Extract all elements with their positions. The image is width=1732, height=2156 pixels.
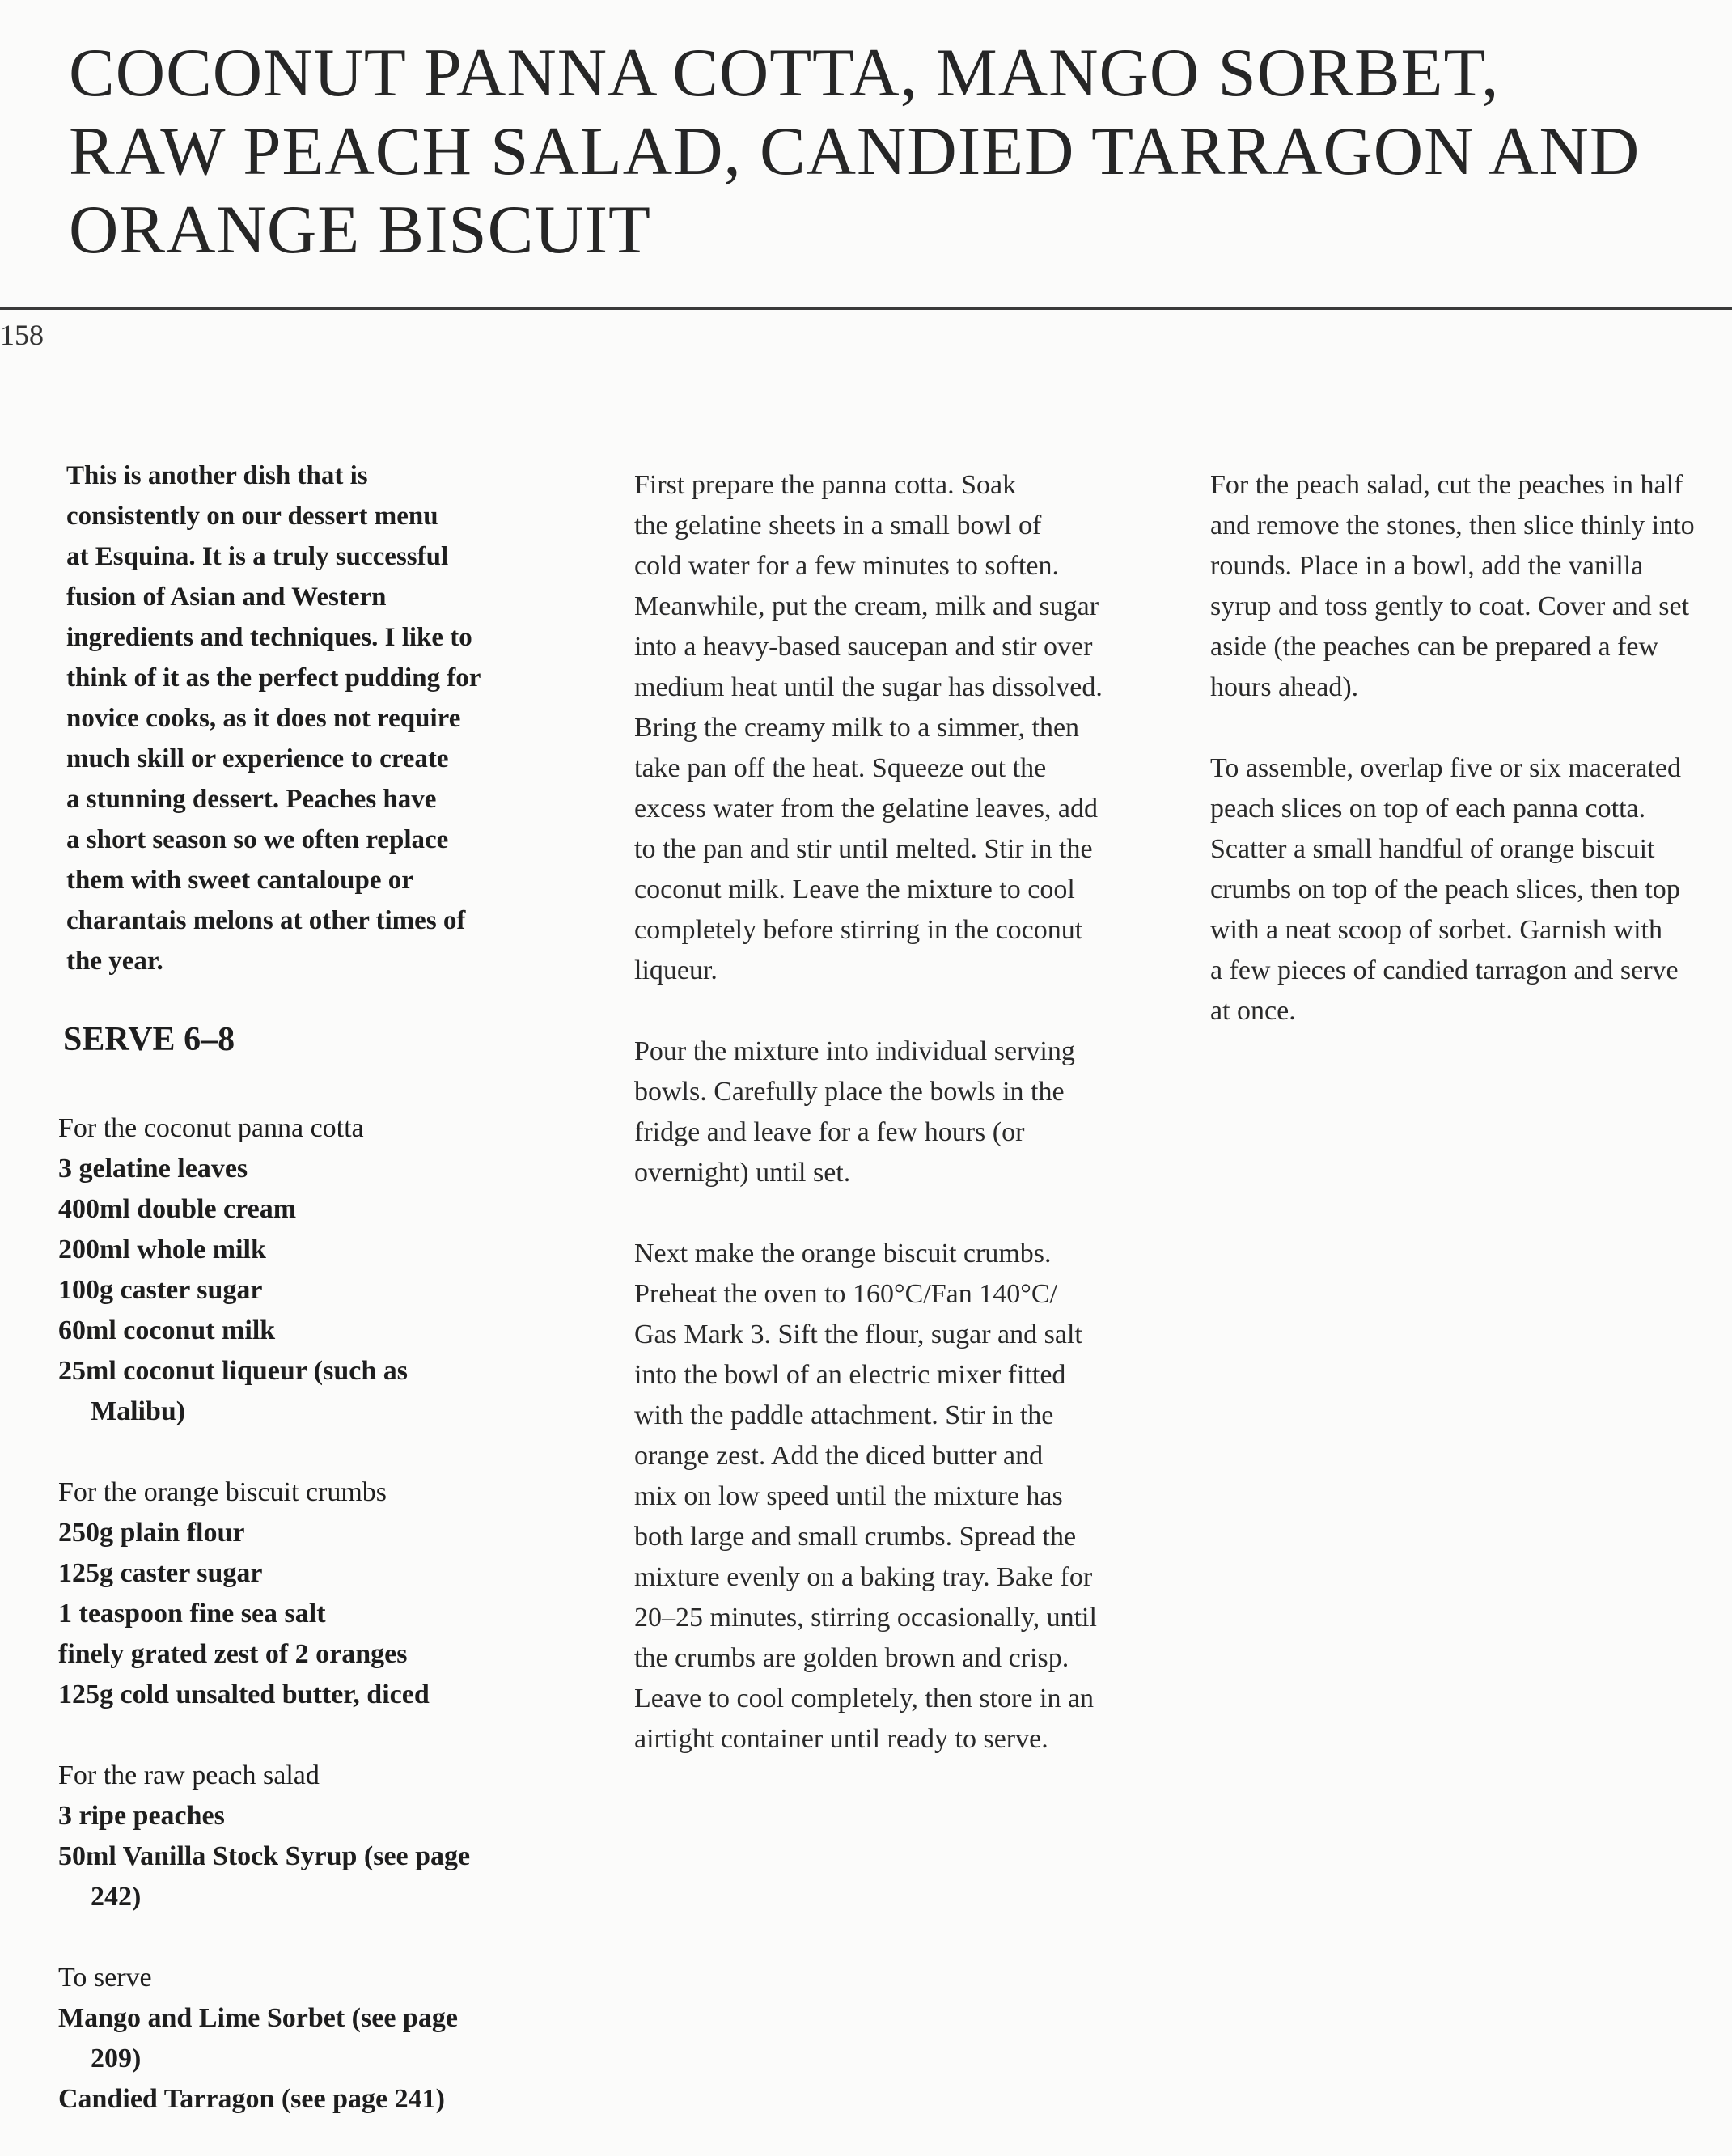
- ingredient-item: Candied Tarragon (see page 241): [58, 2084, 445, 2114]
- assembly-line: To assemble, overlap five or six macerated: [1210, 753, 1682, 783]
- intro-line: much skill or experience to create: [66, 744, 449, 773]
- method-line: the gelatine sheets in a small bowl of: [634, 510, 1042, 540]
- intro-line: charantais melons at other times of: [66, 906, 466, 935]
- method-line: medium heat until the sugar has dissolved.: [634, 672, 1103, 702]
- assembly-line: hours ahead).: [1210, 672, 1359, 702]
- method-line: Pour the mixture into individual serving: [634, 1036, 1075, 1066]
- method-line: Next make the orange biscuit crumbs.: [634, 1239, 1052, 1269]
- ingredient-item: Mango and Lime Sorbet (see page: [58, 2003, 458, 2033]
- ingredient-item: 50ml Vanilla Stock Syrup (see page: [58, 1841, 471, 1871]
- method-line: Leave to cool completely, then store in an: [634, 1684, 1095, 1713]
- ingredient-item: 3 ripe peaches: [58, 1801, 225, 1831]
- assembly-line: Scatter a small handful of orange biscuit: [1210, 834, 1655, 864]
- method-line: to the pan and stir until melted. Stir in the: [634, 834, 1093, 864]
- intro-line: This is another dish that is: [66, 461, 368, 490]
- method-line: coconut milk. Leave the mixture to cool: [634, 875, 1075, 904]
- ingredient-group-heading: For the orange biscuit crumbs: [58, 1477, 387, 1507]
- assembly-line: with a neat scoop of sorbet. Garnish with: [1210, 915, 1662, 945]
- ingredient-item: 209): [91, 2044, 142, 2073]
- ingredient-item: 1 teaspoon fine sea salt: [58, 1599, 326, 1629]
- assembly-paragraph: [1210, 748, 1695, 1031]
- method-line: into a heavy-based saucepan and stir over: [634, 632, 1093, 662]
- method-line: mix on low speed until the mixture has: [634, 1481, 1063, 1511]
- ingredient-item: Malibu): [91, 1396, 186, 1426]
- ingredient-item: 125g cold unsalted butter, diced: [58, 1679, 430, 1709]
- method-line: airtight container until ready to serve.: [634, 1724, 1048, 1754]
- method-line: 20–25 minutes, stirring occasionally, until: [634, 1603, 1097, 1633]
- ingredient-group-heading: To serve: [58, 1963, 152, 1993]
- intro-line: a stunning dessert. Peaches have: [66, 785, 437, 814]
- title-line: ORANGE BISCUIT: [69, 192, 651, 268]
- assembly-column: [1210, 465, 1695, 1072]
- method-line: into the bowl of an electric mixer fitted: [634, 1360, 1066, 1390]
- ingredient-item: 200ml whole milk: [58, 1235, 266, 1264]
- method-column: [634, 465, 1103, 1800]
- method-line: Bring the creamy milk to a simmer, then: [634, 713, 1080, 743]
- ingredient-item: 60ml coconut milk: [58, 1315, 276, 1345]
- title-line: RAW PEACH SALAD, CANDIED TARRAGON AND: [69, 113, 1641, 189]
- method-line: cold water for a few minutes to soften.: [634, 551, 1059, 581]
- intro-line: ingredients and techniques. I like to: [66, 623, 472, 652]
- method-line: Gas Mark 3. Sift the flour, sugar and salt: [634, 1319, 1082, 1349]
- method-line: overnight) until set.: [634, 1158, 851, 1188]
- assembly-line: peach slices on top of each panna cotta.: [1210, 794, 1646, 824]
- intro-line: the year.: [66, 947, 163, 976]
- intro-line: novice cooks, as it does not require: [66, 704, 461, 733]
- assembly-line: For the peach salad, cut the peaches in half: [1210, 470, 1683, 500]
- assembly-line: and remove the stones, then slice thinly into: [1210, 510, 1695, 540]
- method-line: completely before stirring in the coconut: [634, 915, 1083, 945]
- intro-line: consistently on our dessert menu: [66, 502, 438, 531]
- intro-line: think of it as the perfect pudding for: [66, 663, 481, 693]
- ingredient-item: 100g caster sugar: [58, 1275, 263, 1305]
- assembly-line: crumbs on top of the peach slices, then top: [1210, 875, 1680, 904]
- intro-line: a short season so we often replace: [66, 825, 449, 854]
- method-line: Meanwhile, put the cream, milk and sugar: [634, 591, 1099, 621]
- intro-text: [66, 455, 481, 981]
- assembly-paragraph: [1210, 465, 1695, 708]
- ingredient-item: 125g caster sugar: [58, 1558, 263, 1588]
- title-divider: [0, 307, 1732, 310]
- serves-heading: SERVE 6–8: [63, 1021, 235, 1058]
- ingredient-group-panna-cotta: [58, 1108, 470, 1432]
- method-line: liqueur.: [634, 955, 718, 985]
- ingredient-group-to-serve: [58, 1958, 470, 2120]
- ingredient-item: 3 gelatine leaves: [58, 1154, 248, 1184]
- intro-line: at Esquina. It is a truly successful: [66, 542, 449, 571]
- ingredient-group-heading: For the raw peach salad: [58, 1760, 320, 1790]
- assembly-line: at once.: [1210, 996, 1296, 1026]
- method-line: take pan off the heat. Squeeze out the: [634, 753, 1047, 783]
- ingredient-item: finely grated zest of 2 oranges: [58, 1639, 408, 1669]
- ingredient-group-peach-salad: [58, 1756, 470, 1917]
- method-paragraph: [634, 1031, 1103, 1193]
- method-line: fridge and leave for a few hours (or: [634, 1117, 1025, 1147]
- ingredient-item: 242): [91, 1882, 142, 1912]
- intro-line: them with sweet cantaloupe or: [66, 866, 413, 895]
- method-line: the crumbs are golden brown and crisp.: [634, 1643, 1069, 1673]
- assembly-line: rounds. Place in a bowl, add the vanilla: [1210, 551, 1644, 581]
- title-line: COCONUT PANNA COTTA, MANGO SORBET,: [69, 35, 1500, 111]
- ingredient-group-biscuit-crumbs: [58, 1472, 470, 1715]
- method-line: both large and small crumbs. Spread the: [634, 1522, 1077, 1552]
- method-line: First prepare the panna cotta. Soak: [634, 470, 1017, 500]
- method-paragraph: [634, 1234, 1103, 1760]
- method-paragraph: [634, 465, 1103, 991]
- method-line: orange zest. Add the diced butter and: [634, 1441, 1044, 1471]
- page-number: 158: [0, 319, 44, 351]
- intro-line: fusion of Asian and Western: [66, 582, 387, 612]
- ingredient-group-heading: For the coconut panna cotta: [58, 1113, 364, 1143]
- ingredient-item: 400ml double cream: [58, 1194, 297, 1224]
- method-line: Preheat the oven to 160°C/Fan 140°C/: [634, 1279, 1057, 1309]
- assembly-line: aside (the peaches can be prepared a few: [1210, 632, 1659, 662]
- ingredient-item: 250g plain flour: [58, 1518, 245, 1548]
- method-line: bowls. Carefully place the bowls in the: [634, 1077, 1065, 1107]
- ingredients-list: [58, 1108, 470, 2120]
- ingredient-item: 25ml coconut liqueur (such as: [58, 1356, 408, 1386]
- method-line: excess water from the gelatine leaves, add: [634, 794, 1099, 824]
- page-title: [69, 34, 1703, 269]
- assembly-line: a few pieces of candied tarragon and serve: [1210, 955, 1679, 985]
- method-line: mixture evenly on a baking tray. Bake for: [634, 1562, 1093, 1592]
- method-line: with the paddle attachment. Stir in the: [634, 1400, 1054, 1430]
- assembly-line: syrup and toss gently to coat. Cover and set: [1210, 591, 1690, 621]
